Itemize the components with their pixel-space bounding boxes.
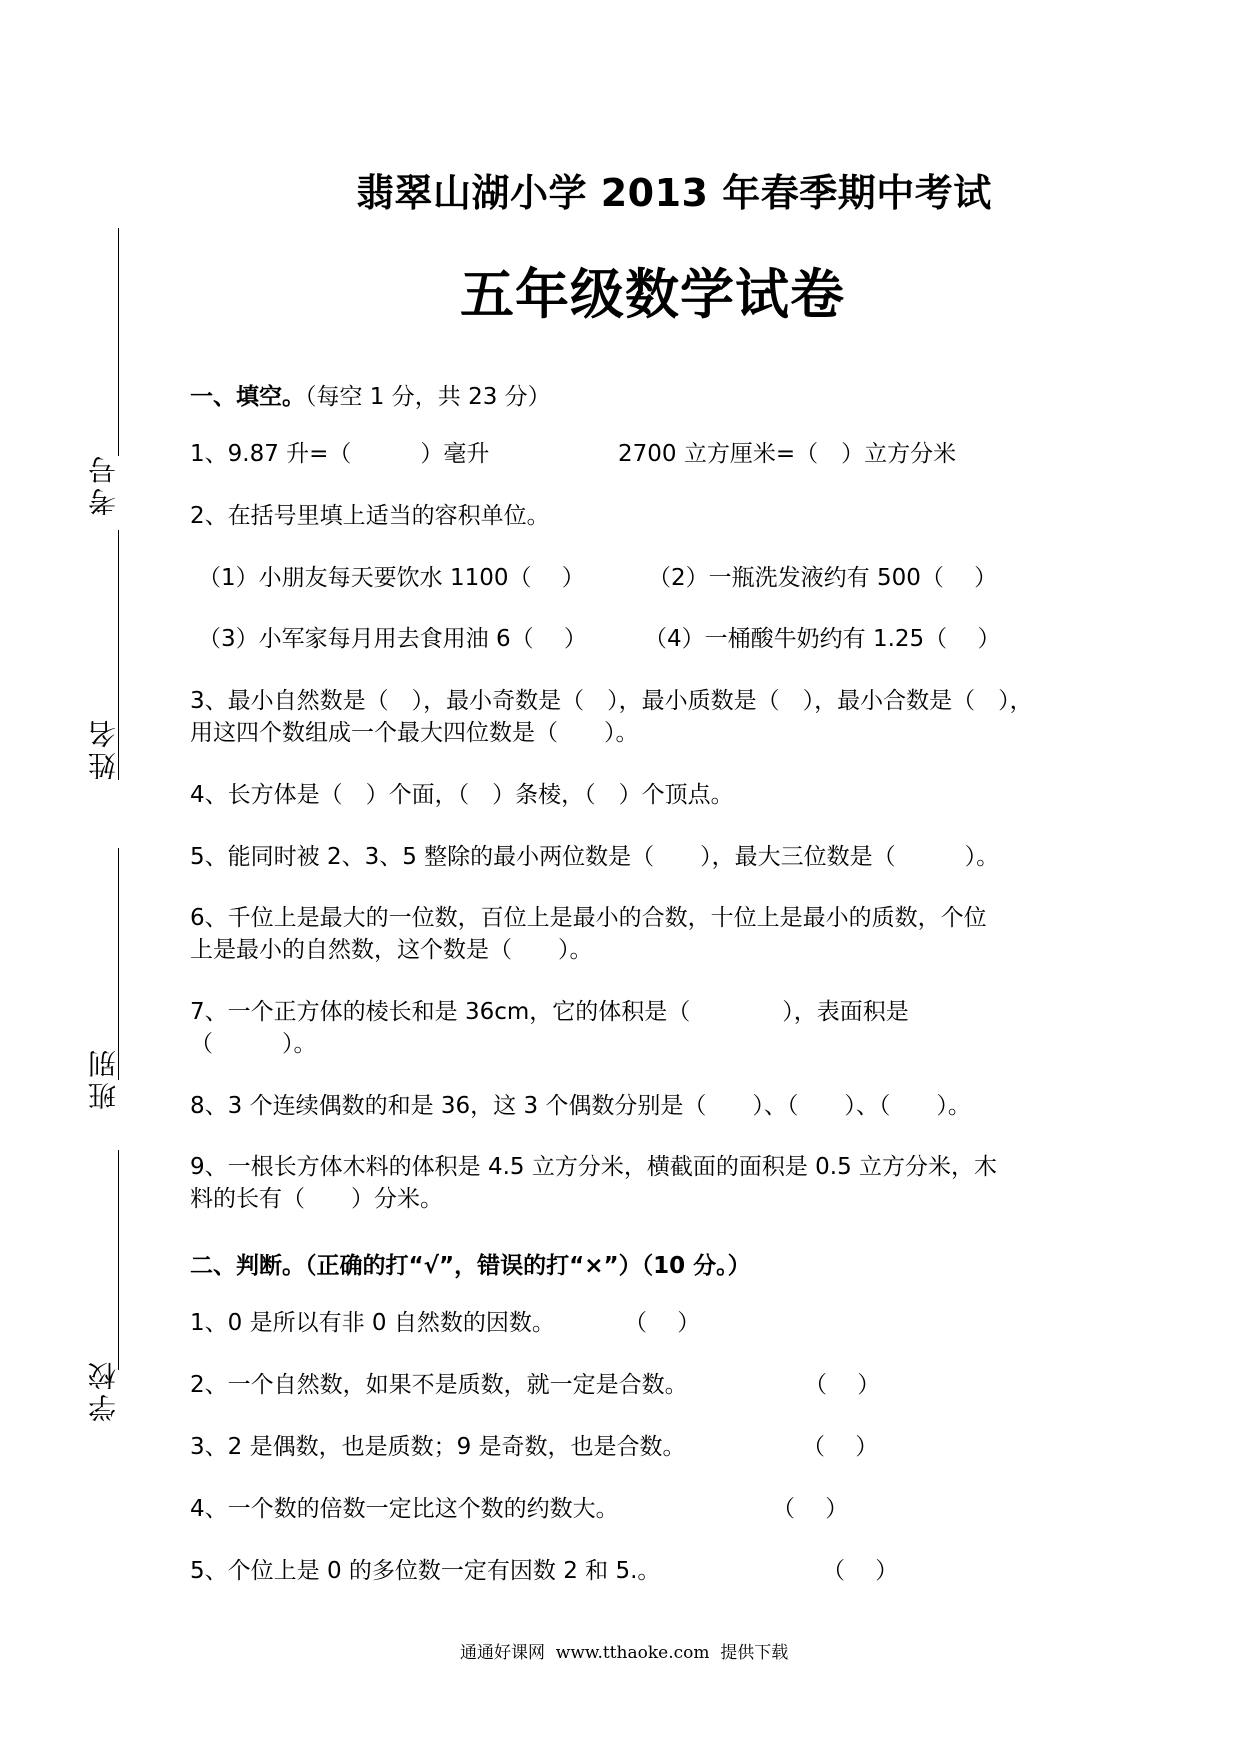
exam-number-label: 考号	[87, 452, 120, 516]
school-label: 学校	[87, 1358, 120, 1422]
question-8: 8、3 个连续偶数的和是 36，这 3 个偶数分别是（ ）、（ ）、（ ）。	[190, 1093, 971, 1119]
margin-line-school	[118, 1150, 119, 1370]
judge-box-3: （ ）	[802, 1434, 879, 1460]
section1-note: （每空 1 分，共 23 分）	[305, 384, 551, 410]
question-2-1: （1）小朋友每天要饮水 1100（ ）	[198, 565, 585, 591]
judge-item-3: 3、2 是偶数，也是质数；9 是奇数，也是合数。	[190, 1434, 686, 1460]
question-2: 2、在括号里填上适当的容积单位。	[190, 503, 550, 529]
class-label: 班别	[87, 1046, 120, 1110]
exam-subtitle: 五年级数学试卷	[460, 263, 845, 326]
question-3-line2: 用这四个数组成一个最大四位数是（ ）。	[190, 720, 639, 746]
question-2-4: （4）一桶酸牛奶约有 1.25（ ）	[644, 626, 1001, 652]
exam-title: 翡翠山湖小学 2013 年春季期中考试	[356, 171, 992, 215]
judge-box-1: （ ）	[624, 1310, 701, 1336]
judge-box-5: （ ）	[822, 1558, 899, 1584]
question-1a: 1、9.87 升=（ ）毫升	[190, 441, 490, 467]
judge-box-2: （ ）	[804, 1372, 881, 1398]
question-6-line2: 上是最小的自然数，这个数是（ ）。	[190, 937, 593, 963]
question-6-line1: 6、千位上是最大的一位数，百位上是最小的合数，十位上是最小的质数，个位	[190, 905, 987, 931]
question-5: 5、能同时被 2、3、5 整除的最小两位数是（ ），最大三位数是（ ）。	[190, 844, 1000, 870]
judge-item-5: 5、个位上是 0 的多位数一定有因数 2 和 5.。	[190, 1558, 661, 1584]
question-9-line2: 料的长有（ ）分米。	[190, 1186, 443, 1212]
section2-heading: 二、判断。（正确的打“√”，错误的打“×”）（10 分。）	[190, 1253, 751, 1279]
question-3-line1: 3、最小自然数是（ ），最小奇数是（ ），最小质数是（ ），最小合数是（ ），	[190, 688, 1033, 714]
name-label: 姓名	[87, 716, 120, 780]
footer-credit: 通通好课网 www.tthaoke.com 提供下载	[460, 1643, 789, 1663]
question-2-2: （2）一瓶洗发液约有 500（ ）	[648, 565, 998, 591]
question-9-line1: 9、一根长方体木料的体积是 4.5 立方分米，横截面的面积是 0.5 立方分米，木	[190, 1154, 998, 1180]
section1-heading: 一、填空。	[190, 384, 305, 410]
judge-item-2: 2、一个自然数，如果不是质数，就一定是合数。	[190, 1372, 688, 1398]
question-7-line2: （ ）。	[190, 1031, 317, 1057]
question-2-3: （3）小军家每月用去食用油 6（ ）	[198, 626, 587, 652]
margin-line-exam-no	[118, 228, 119, 456]
judge-box-4: （ ）	[772, 1496, 849, 1522]
judge-item-1: 1、0 是所以有非 0 自然数的因数。	[190, 1310, 555, 1336]
question-1b: 2700 立方厘米=（ ）立方分米	[618, 441, 957, 467]
question-4: 4、长方体是（ ）个面，（ ）条棱，（ ）个顶点。	[190, 782, 734, 808]
section1-heading-line	[190, 378, 551, 411]
question-7-line1: 7、一个正方体的棱长和是 36cm，它的体积是（ ），表面积是	[190, 999, 909, 1025]
judge-item-4: 4、一个数的倍数一定比这个数的约数大。	[190, 1496, 619, 1522]
